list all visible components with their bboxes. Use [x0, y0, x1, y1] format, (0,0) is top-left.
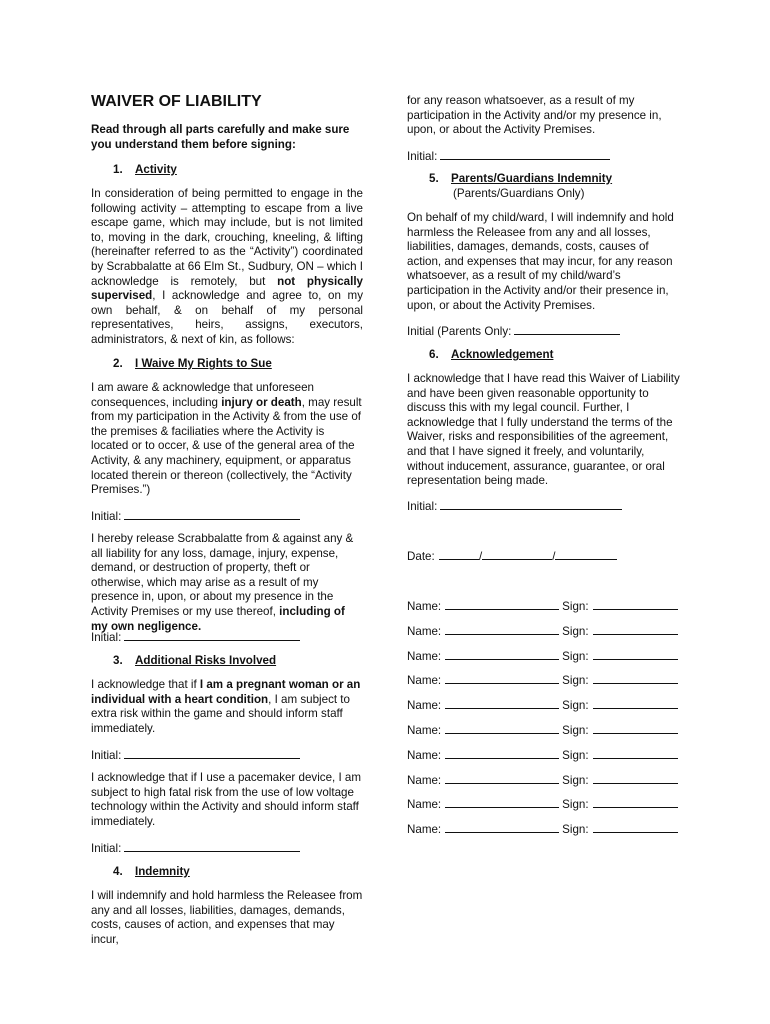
name-line[interactable]: [445, 598, 559, 610]
rights-paragraph: [91, 381, 363, 498]
signature-row: [407, 821, 683, 837]
name-label: Name:: [407, 649, 442, 663]
instructions: Read through all parts carefully and make sure you understand them before signing:: [91, 123, 350, 151]
name-label: Name:: [407, 624, 442, 638]
section-3-heading: [113, 654, 385, 669]
text-run: I hereby release Scrabbalatte from & against any & all liability for any loss, damage, injury, expense, demand, or destruction of property, theft or otherwise, which may arise as a result of my presence in, upon, or about my presence in the Activity Premises or my use thereof,: [91, 532, 354, 618]
initial-line[interactable]: [124, 508, 300, 520]
sign-line[interactable]: [593, 772, 678, 784]
name-line[interactable]: [445, 821, 559, 833]
initial-field-4[interactable]: [91, 840, 363, 857]
section-number: 3.: [113, 654, 123, 667]
sign-line[interactable]: [593, 598, 678, 610]
initial-field-6[interactable]: [407, 498, 683, 515]
parents-initial-label: Initial (Parents Only:: [407, 325, 512, 338]
initial-label: Initial:: [407, 150, 438, 163]
initial-label: Initial:: [91, 510, 122, 523]
sign-line[interactable]: [593, 648, 678, 660]
date-day-line[interactable]: [439, 548, 479, 560]
sign-line[interactable]: [593, 821, 678, 833]
parents-initial-field[interactable]: [407, 323, 683, 340]
signature-row: [407, 697, 683, 713]
name-line[interactable]: [445, 772, 559, 784]
sign-label: Sign:: [562, 773, 589, 787]
sign-line[interactable]: [593, 697, 678, 709]
name-label: Name:: [407, 748, 442, 762]
initial-field-5[interactable]: [407, 148, 683, 165]
sign-label: Sign:: [562, 699, 589, 713]
initial-field-3[interactable]: [91, 747, 363, 764]
activity-paragraph: [91, 187, 363, 348]
section-6-heading: [429, 348, 705, 363]
initial-field-1[interactable]: [91, 508, 363, 525]
section-number: 2.: [113, 357, 123, 370]
section-2-heading: [113, 357, 385, 372]
signature-row: [407, 772, 683, 788]
page-title: WAIVER OF LIABILITY: [91, 93, 262, 110]
pacemaker-risk-paragraph: I acknowledge that if I use a pacemaker device, I am subject to high fatal risk from the use of low voltage technology within the Activity and should inform staff immediately.: [91, 771, 362, 828]
section-title: Activity: [135, 163, 177, 176]
section-5-subheading: (Parents/Guardians Only): [453, 187, 585, 200]
name-line[interactable]: [445, 648, 559, 660]
sign-label: Sign:: [562, 649, 589, 663]
parents-indemnity-paragraph: On behalf of my child/ward, I will indemnify and hold harmless the Releasee from any and all losses, liabilities, damages, demands, costs, causes of action, and expenses that may incur, for any reason whatsoever, as a result of my child/ward’s participation in the Activity and/or their presence in, upon, or about the Activity Premises.: [407, 211, 674, 312]
section-title: Parents/Guardians Indemnity: [451, 172, 613, 185]
sign-label: Sign:: [562, 724, 589, 737]
sign-label: Sign:: [562, 624, 589, 638]
section-1-heading: [113, 163, 385, 178]
signature-row: [407, 796, 683, 812]
name-label: Name:: [407, 773, 442, 787]
initial-field-2[interactable]: [91, 629, 363, 646]
section-title: Additional Risks Involved: [135, 654, 277, 667]
initial-line[interactable]: [124, 840, 300, 852]
name-line[interactable]: [445, 697, 559, 709]
section-title: I Waive My Rights to Sue: [135, 357, 272, 370]
name-label: Name:: [407, 724, 442, 737]
name-label: Name:: [407, 699, 442, 713]
sign-label: Sign:: [562, 600, 589, 613]
date-field[interactable]: [407, 548, 683, 565]
signature-row: [407, 623, 683, 639]
date-separator: /: [552, 550, 556, 563]
sign-label: Sign:: [562, 748, 589, 762]
name-label: Name:: [407, 674, 442, 688]
sign-line[interactable]: [593, 672, 678, 684]
pregnancy-risk-paragraph: [91, 678, 363, 736]
signature-row: [407, 598, 683, 614]
name-label: Name:: [407, 600, 442, 613]
name-line[interactable]: [445, 796, 559, 808]
initial-line[interactable]: [514, 323, 620, 335]
name-label: Name:: [407, 798, 442, 812]
release-paragraph: [91, 532, 363, 634]
section-number: 6.: [429, 348, 439, 361]
sign-line[interactable]: [593, 796, 678, 808]
text-run: In consideration of being permitted to engage in the following activity – attempting to escape from a live escape game, which may include, but is not limited to, moving in the dark, crouching, kneeling, & lifting (hereinafter referred to as the “Activity”) coordinated by Scrabbalatte at 66 Elm St., Sudbury, ON – which I acknowledge is remotely, but: [91, 187, 363, 288]
sign-label: Sign:: [562, 798, 589, 812]
initial-line[interactable]: [124, 747, 300, 759]
section-number: 5.: [429, 172, 439, 185]
initial-line[interactable]: [440, 498, 622, 510]
emphasis-text: I am a pregnant woman or an individual with a heart condition: [91, 678, 361, 706]
initial-line[interactable]: [124, 629, 300, 641]
signature-row: [407, 722, 683, 738]
initial-label: Initial:: [407, 500, 438, 513]
initial-line[interactable]: [440, 148, 610, 160]
text-run: , may result from my participation in the Activity & from the use of the premises & faciliaties where the Activity is located or to occer, & use of the general area of the Activity, & any machinery, equipment, or apparatus located therein or thereon (collectively, the “Activity Premises.”): [91, 395, 362, 497]
date-month-line[interactable]: [482, 548, 552, 560]
signature-row: [407, 648, 683, 664]
date-year-line[interactable]: [555, 548, 617, 560]
text-run: I am aware & acknowledge that unforeseen consequences, including: [91, 381, 314, 409]
section-number: 1.: [113, 163, 123, 176]
initial-label: Initial:: [91, 749, 122, 762]
name-line[interactable]: [445, 747, 559, 759]
text-run: I acknowledge that if: [91, 678, 200, 691]
emphasis-text: injury or death: [221, 395, 302, 409]
text-run: , I acknowledge and agree to, on my own behalf, & on behalf of my personal representatives, heirs, assigns, executors, administrators, & next of kin, as follows:: [91, 289, 363, 346]
emphasis-text: not physically supervised: [91, 274, 363, 303]
signature-row: [407, 672, 683, 688]
initial-label: Initial:: [91, 631, 122, 644]
name-line[interactable]: [445, 672, 559, 684]
name-line[interactable]: [445, 722, 559, 734]
sign-label: Sign:: [562, 674, 589, 688]
sign-line[interactable]: [593, 722, 678, 734]
date-separator: /: [478, 550, 483, 563]
sign-label: Sign:: [562, 823, 589, 837]
sign-line[interactable]: [593, 747, 678, 759]
section-title: Indemnity: [135, 865, 190, 878]
initial-label: Initial:: [91, 842, 122, 855]
signature-row: [407, 747, 683, 763]
sign-line[interactable]: [593, 623, 678, 635]
section-5-heading: [429, 172, 705, 187]
acknowledgement-paragraph: I acknowledge that I have read this Waiver of Liability and have been given reasonable opportunity to discuss this with my legal council. Further, I acknowledge that I fully understand the terms of the Waiver, risks and responsibilities of the agreement, and that I have signed it freely, and voluntarily, without inducement, assurance, guarantee, or oral representation being made.: [407, 372, 680, 488]
emphasis-text: including of my own negligence.: [91, 604, 345, 633]
name-label: Name:: [407, 823, 442, 837]
section-4-heading: [113, 865, 385, 880]
indemnity-continued: for any reason whatsoever, as a result of my participation in the Activity and/or my presence in, upon, or about the Activity Premises.: [407, 94, 662, 137]
section-title: Acknowledgement: [451, 348, 554, 361]
indemnity-paragraph: I will indemnify and hold harmless the Releasee from any and all losses, liabilities, damages, demands, costs, causes of action, and expenses that may incur,: [91, 889, 363, 946]
date-label: Date:: [407, 550, 435, 563]
section-number: 4.: [113, 865, 123, 878]
text-run: , I am subject to extra risk within the game and should inform staff immediately.: [91, 692, 350, 735]
name-line[interactable]: [445, 623, 559, 635]
